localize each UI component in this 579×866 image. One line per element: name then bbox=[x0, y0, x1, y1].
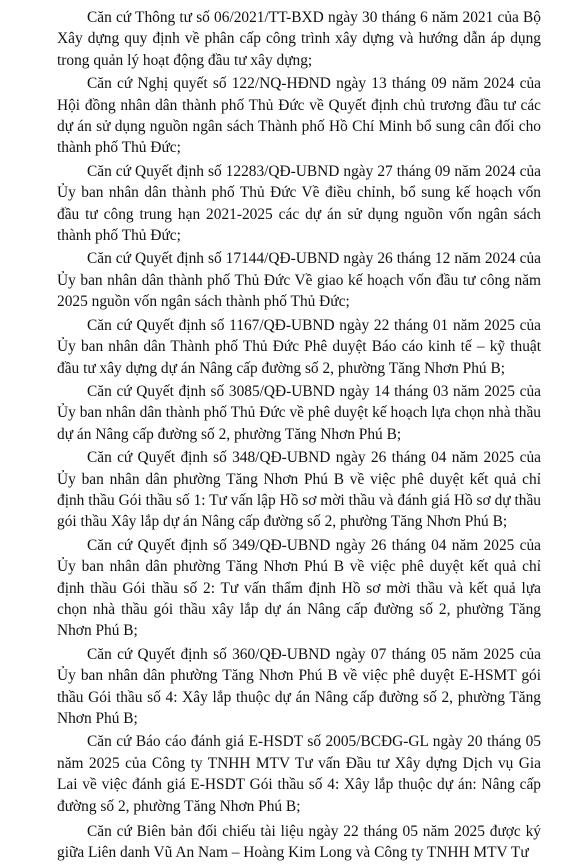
paragraph-bien-ban-doi-chieu: Căn cứ Biên bản đối chiếu tài liệu ngày 22 tháng 05 năm 2025 được ký giữa Liên danh Vũ An Nam – Hoàng Kim Long và Công ty TNHH MTV Tư bbox=[57, 823, 541, 862]
paragraph-quyet-dinh-360: Căn cứ Quyết định số 360/QĐ-UBND ngày 07 tháng 05 năm 2025 của Ủy ban nhân dân phường Tăng Nhơn Phú B về việc phê duyệt E-HSMT gói thầu Gói thầu số 4: Xây lắp thuộc dự án Nâng cấp đường số 2, phường Tăng Nhơn Phú B; bbox=[57, 645, 541, 727]
paragraph-nghi-quyet-122: Căn cứ Nghị quyết số 122/NQ-HĐND ngày 13 tháng 09 năm 2024 của Hội đồng nhân dân thành phố Thủ Đức về Quyết định chủ trương đầu tư các dự án sử dụng nguồn ngân sách Thành phố Hồ Chí Minh bổ sung cân đối cho thành phố Thủ Đức; bbox=[57, 75, 541, 157]
paragraph-quyet-dinh-12283: Căn cứ Quyết định số 12283/QĐ-UBND ngày 27 tháng 09 năm 2024 của Ủy ban nhân dân thành phố Thủ Đức Về điều chỉnh, bổ sung kế hoạch vốn đầu tư công trung hạn 2021-2025 các dự án sử dụng nguồn vốn ngân sách thành phố Thủ Đức; bbox=[57, 162, 541, 245]
paragraph-quyet-dinh-3085: Căn cứ Quyết định số 3085/QĐ-UBND ngày 14 tháng 03 năm 2025 của Ủy ban nhân dân thành phố Thủ Đức về phê duyệt kế hoạch lựa chọn nhà thầu dự án Nâng cấp đường số 2, phường Tăng Nhơn Phú B; bbox=[57, 382, 541, 443]
paragraph-bao-cao-2005: Căn cứ Báo cáo đánh giá E-HSDT số 2005/BCĐG-GL ngày 20 tháng 05 năm 2025 của Công ty TNHH MTV Tư vấn Đầu tư Xây dựng Dịch vụ Gia Lai về việc đánh giá E-HSDT Gói thầu số 4: Xây lắp thuộc dự án: Nâng cấp đường số 2, phường Tăng Nhơn Phú B; bbox=[57, 733, 541, 815]
paragraph-quyet-dinh-17144: Căn cứ Quyết định số 17144/QĐ-UBND ngày 26 tháng 12 năm 2024 của Ủy ban nhân dân thành phố Thủ Đức Về giao kế hoạch vốn đầu tư công năm 2025 nguồn vốn ngân sách thành phố Thủ Đức; bbox=[57, 250, 541, 311]
paragraph-quyet-dinh-1167: Căn cứ Quyết định số 1167/QĐ-UBND ngày 22 tháng 01 năm 2025 của Ủy ban nhân dân Thành phố Thủ Đức Phê duyệt Báo cáo kinh tế – kỹ thuật đầu tư xây dựng dự án Nâng cấp đường số 2, phường Tăng Nhơn Phú B; bbox=[57, 316, 541, 377]
paragraph-quyet-dinh-349: Căn cứ Quyết định số 349/QĐ-UBND ngày 26 tháng 04 năm 2025 của Ủy ban nhân dân phường Tăng Nhơn Phú B về việc phê duyệt kết quả chỉ định thầu Gói thầu số 2: Tư vấn thẩm định Hồ sơ mời thầu và kết quả lựa chọn nhà thầu gói thầu xây lắp dự án Nâng cấp đường số 2, phường Tăng Nhơn Phú B; bbox=[57, 536, 541, 640]
paragraph-thong-tu-06: Căn cứ Thông tư số 06/2021/TT-BXD ngày 30 tháng 6 năm 2021 của Bộ Xây dựng quy định về phân cấp công trình xây dựng và hướng dẫn áp dụng trong quản lý hoạt động đầu tư xây dựng; bbox=[57, 9, 541, 69]
document-body bbox=[57, 7, 541, 866]
paragraph-quyet-dinh-348: Căn cứ Quyết định số 348/QĐ-UBND ngày 26 tháng 04 năm 2025 của Ủy ban nhân dân phường Tăng Nhơn Phú B về việc phê duyệt kết quả chỉ định thầu Gói thầu số 1: Tư vấn lập Hồ sơ mời thầu và đánh giá Hồ sơ dự thầu gói thầu Xây lắp dự án Nâng cấp đường số 2, phường Tăng Nhơn Phú B; bbox=[57, 449, 541, 531]
